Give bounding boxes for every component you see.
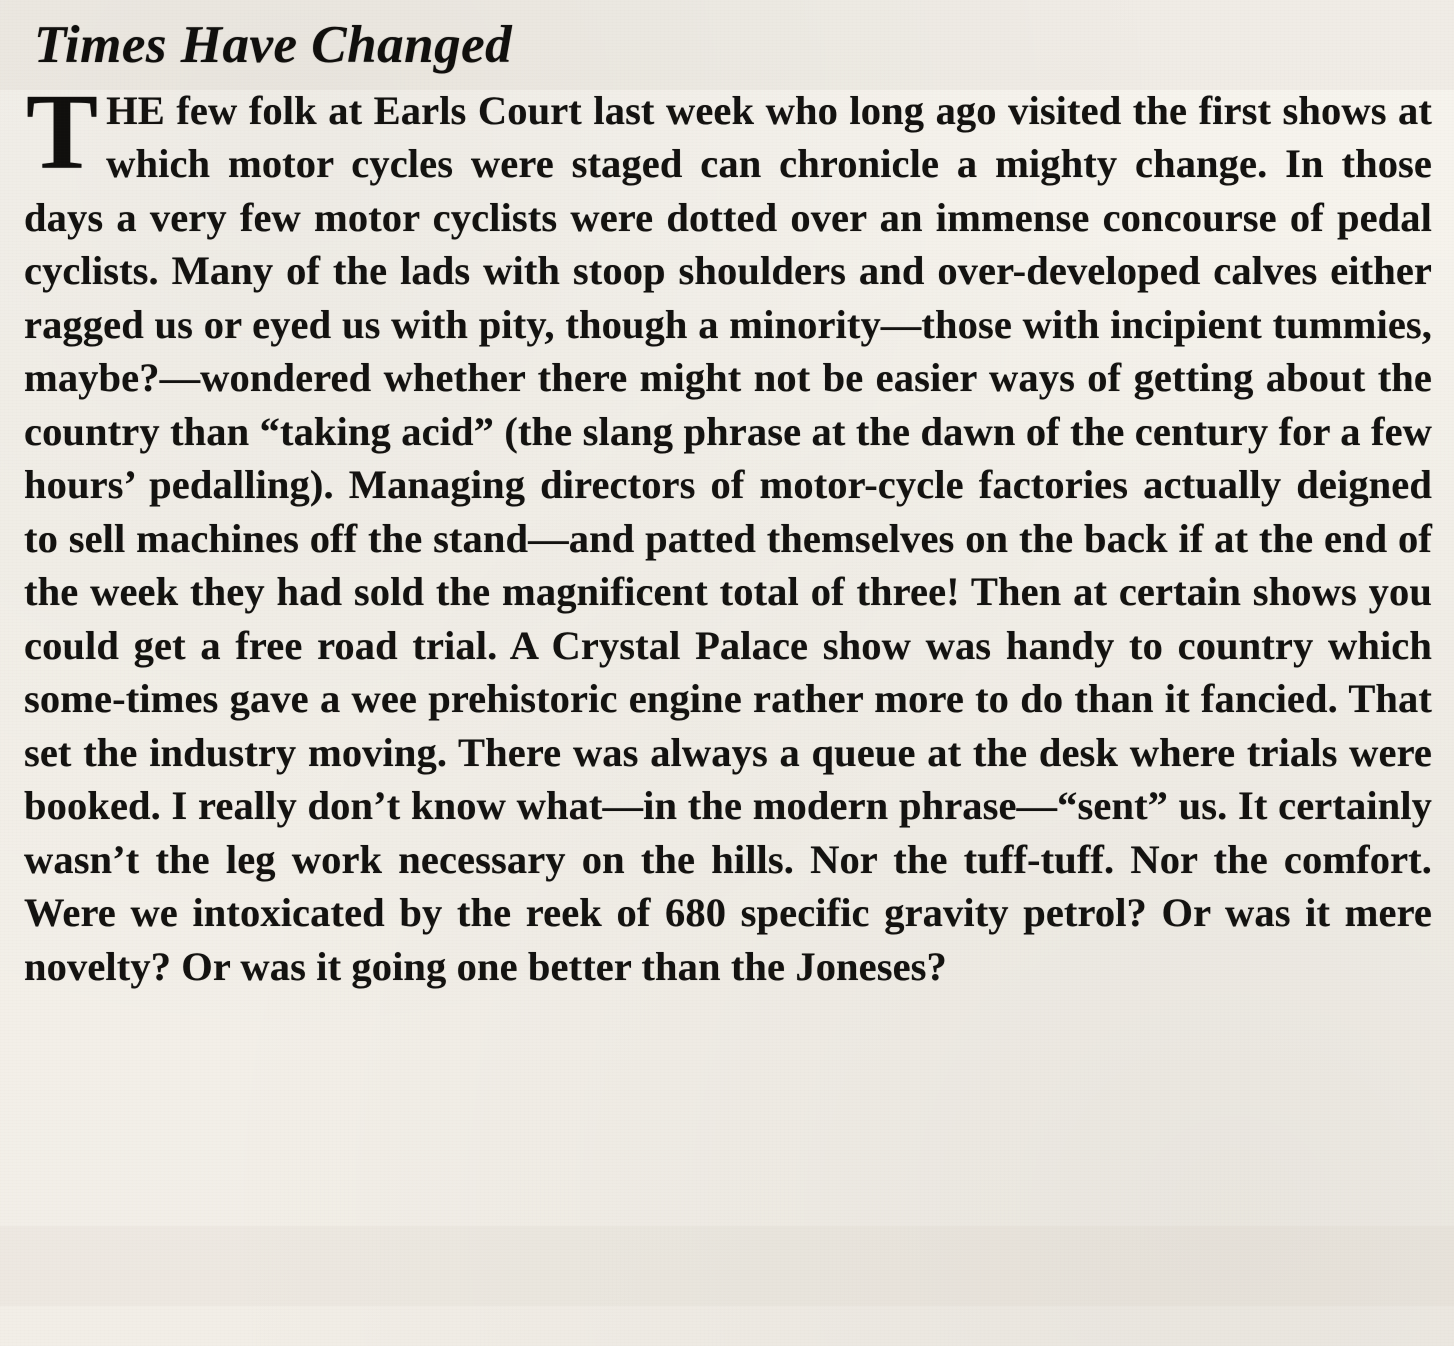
article-body	[24, 72, 1432, 994]
page-title: Times Have Changed	[34, 16, 513, 74]
scan-smudge-bottom	[0, 1226, 1454, 1306]
drop-cap: T	[26, 72, 99, 192]
article-body-text: HE few folk at Earls Court last week who long ago visited the first shows at which motor cycles were staged can chronicle a mighty change. In those days a very few motor cyclists were dotted over an immense concourse of pedal cyclists. Many of the lads with stoop shoulders and over-developed calves either ragged us or eyed us with pity, though a minority—those with incipient tummies, maybe?—wondered whether there might not be easier ways of getting about the country than “taking acid” (the slang phrase at the dawn of the century for a few hours’ pedalling). Managing directors of motor-cycle factories actually deigned to sell machines off the stand—and patted themselves on the back if at the end of the week they had sold the magnificent total of three! Then at certain shows you could get a free road trial. A Crystal Palace show was handy to country which some-times gave a wee prehistoric engine rather more to do than it fancied. That set the industry moving. There was always a queue at the desk where trials were booked. I really don’t know what—in the modern phrase—“sent” us. It certainly wasn’t the leg work necessary on the hills. Nor the tuff-tuff. Nor the comfort. Were we intoxicated by the reek of 680 specific gravity petrol? Or was it mere novelty? Or was it going one better than the Joneses?	[24, 87, 1432, 989]
